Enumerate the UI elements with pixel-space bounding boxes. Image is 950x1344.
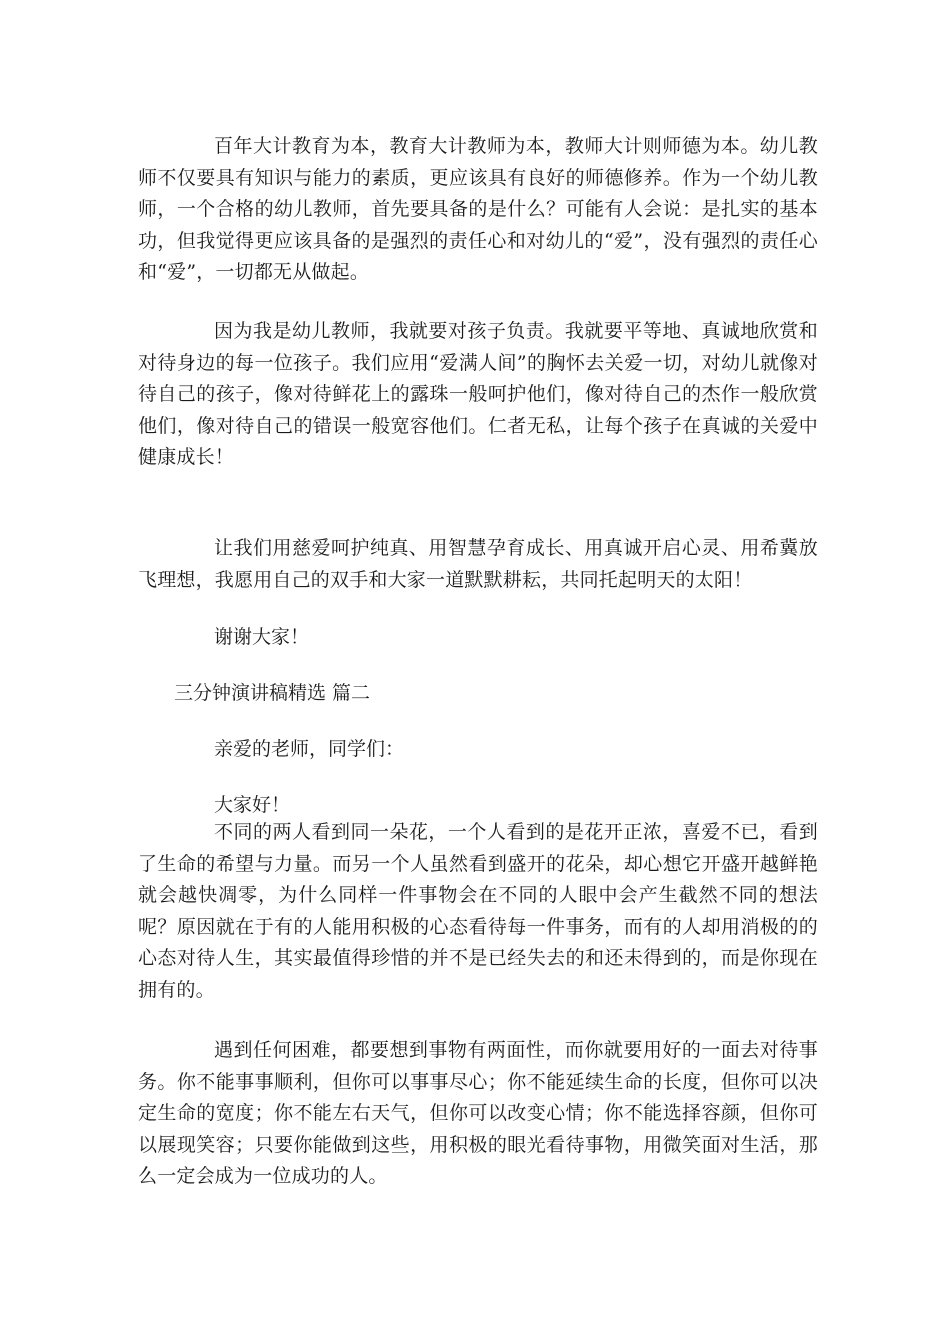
paragraph-2: 因为我是幼儿教师，我就要对孩子负责。我就要平等地、真诚地欣赏和对待身边的每一位孩子。我们应用“爱满人间”的胸怀去关爱一切，对幼儿就像对待自己的孩子，像对待鲜花上的露珠一般呵护他们，像对待自己的杰作一般欣赏他们，像对待自己的错误一般宽容他们。仁者无私，让每个孩子在真诚的关爱中健康成长！ (138, 320, 818, 468)
greeting-line: 大家好！ (214, 794, 291, 816)
paragraph-1: 百年大计教育为本，教育大计教师为本，教师大计则师德为本。幼儿教师不仅要具有知识与能力的素质，更应该具有良好的师德修养。作为一个幼儿教师，一个合格的幼儿教师，首先要具备的是什么？可能有人会说：是扎实的基本功，但我觉得更应该具备的是强烈的责任心和对幼儿的“爱”，没有强烈的责任心和“爱”，一切都无从做起。 (138, 135, 818, 283)
paragraph-3: 让我们用慈爱呵护纯真、用智慧孕育成长、用真诚开启心灵、用希冀放飞理想，我愿用自己的双手和大家一道默默耕耘，共同托起明天的太阳！ (138, 537, 818, 591)
thanks-line: 谢谢大家！ (214, 626, 310, 648)
section-heading: 三分钟演讲稿精选 篇二 (174, 682, 371, 704)
paragraph-4: 不同的两人看到同一朵花，一个人看到的是花开正浓，喜爱不已，看到了生命的希望与力量。而另一个人虽然看到盛开的花朵，却心想它开盛开越鲜艳就会越快凋零，为什么同样一件事物会在不同的人眼中会产生截然不同的想法呢？原因就在于有的人能用积极的心态看待每一件事务，而有的人却用消极的的心态对待人生，其实最值得珍惜的并不是已经失去的和还未得到的，而是你现在拥有的。 (138, 821, 818, 1001)
salutation-line: 亲爱的老师，同学们： (214, 738, 405, 760)
paragraph-5: 遇到任何困难，都要想到事物有两面性，而你就要用好的一面去对待事务。你不能事事顺利，但你可以事事尽心；你不能延续生命的长度，但你可以决定生命的宽度；你不能左右天气，但你可以改变心情；你不能选择容颜，但你可以展现笑容；只要你能做到这些，用积极的眼光看待事物，用微笑面对生活，那么一定会成为一位成功的人。 (138, 1039, 818, 1187)
